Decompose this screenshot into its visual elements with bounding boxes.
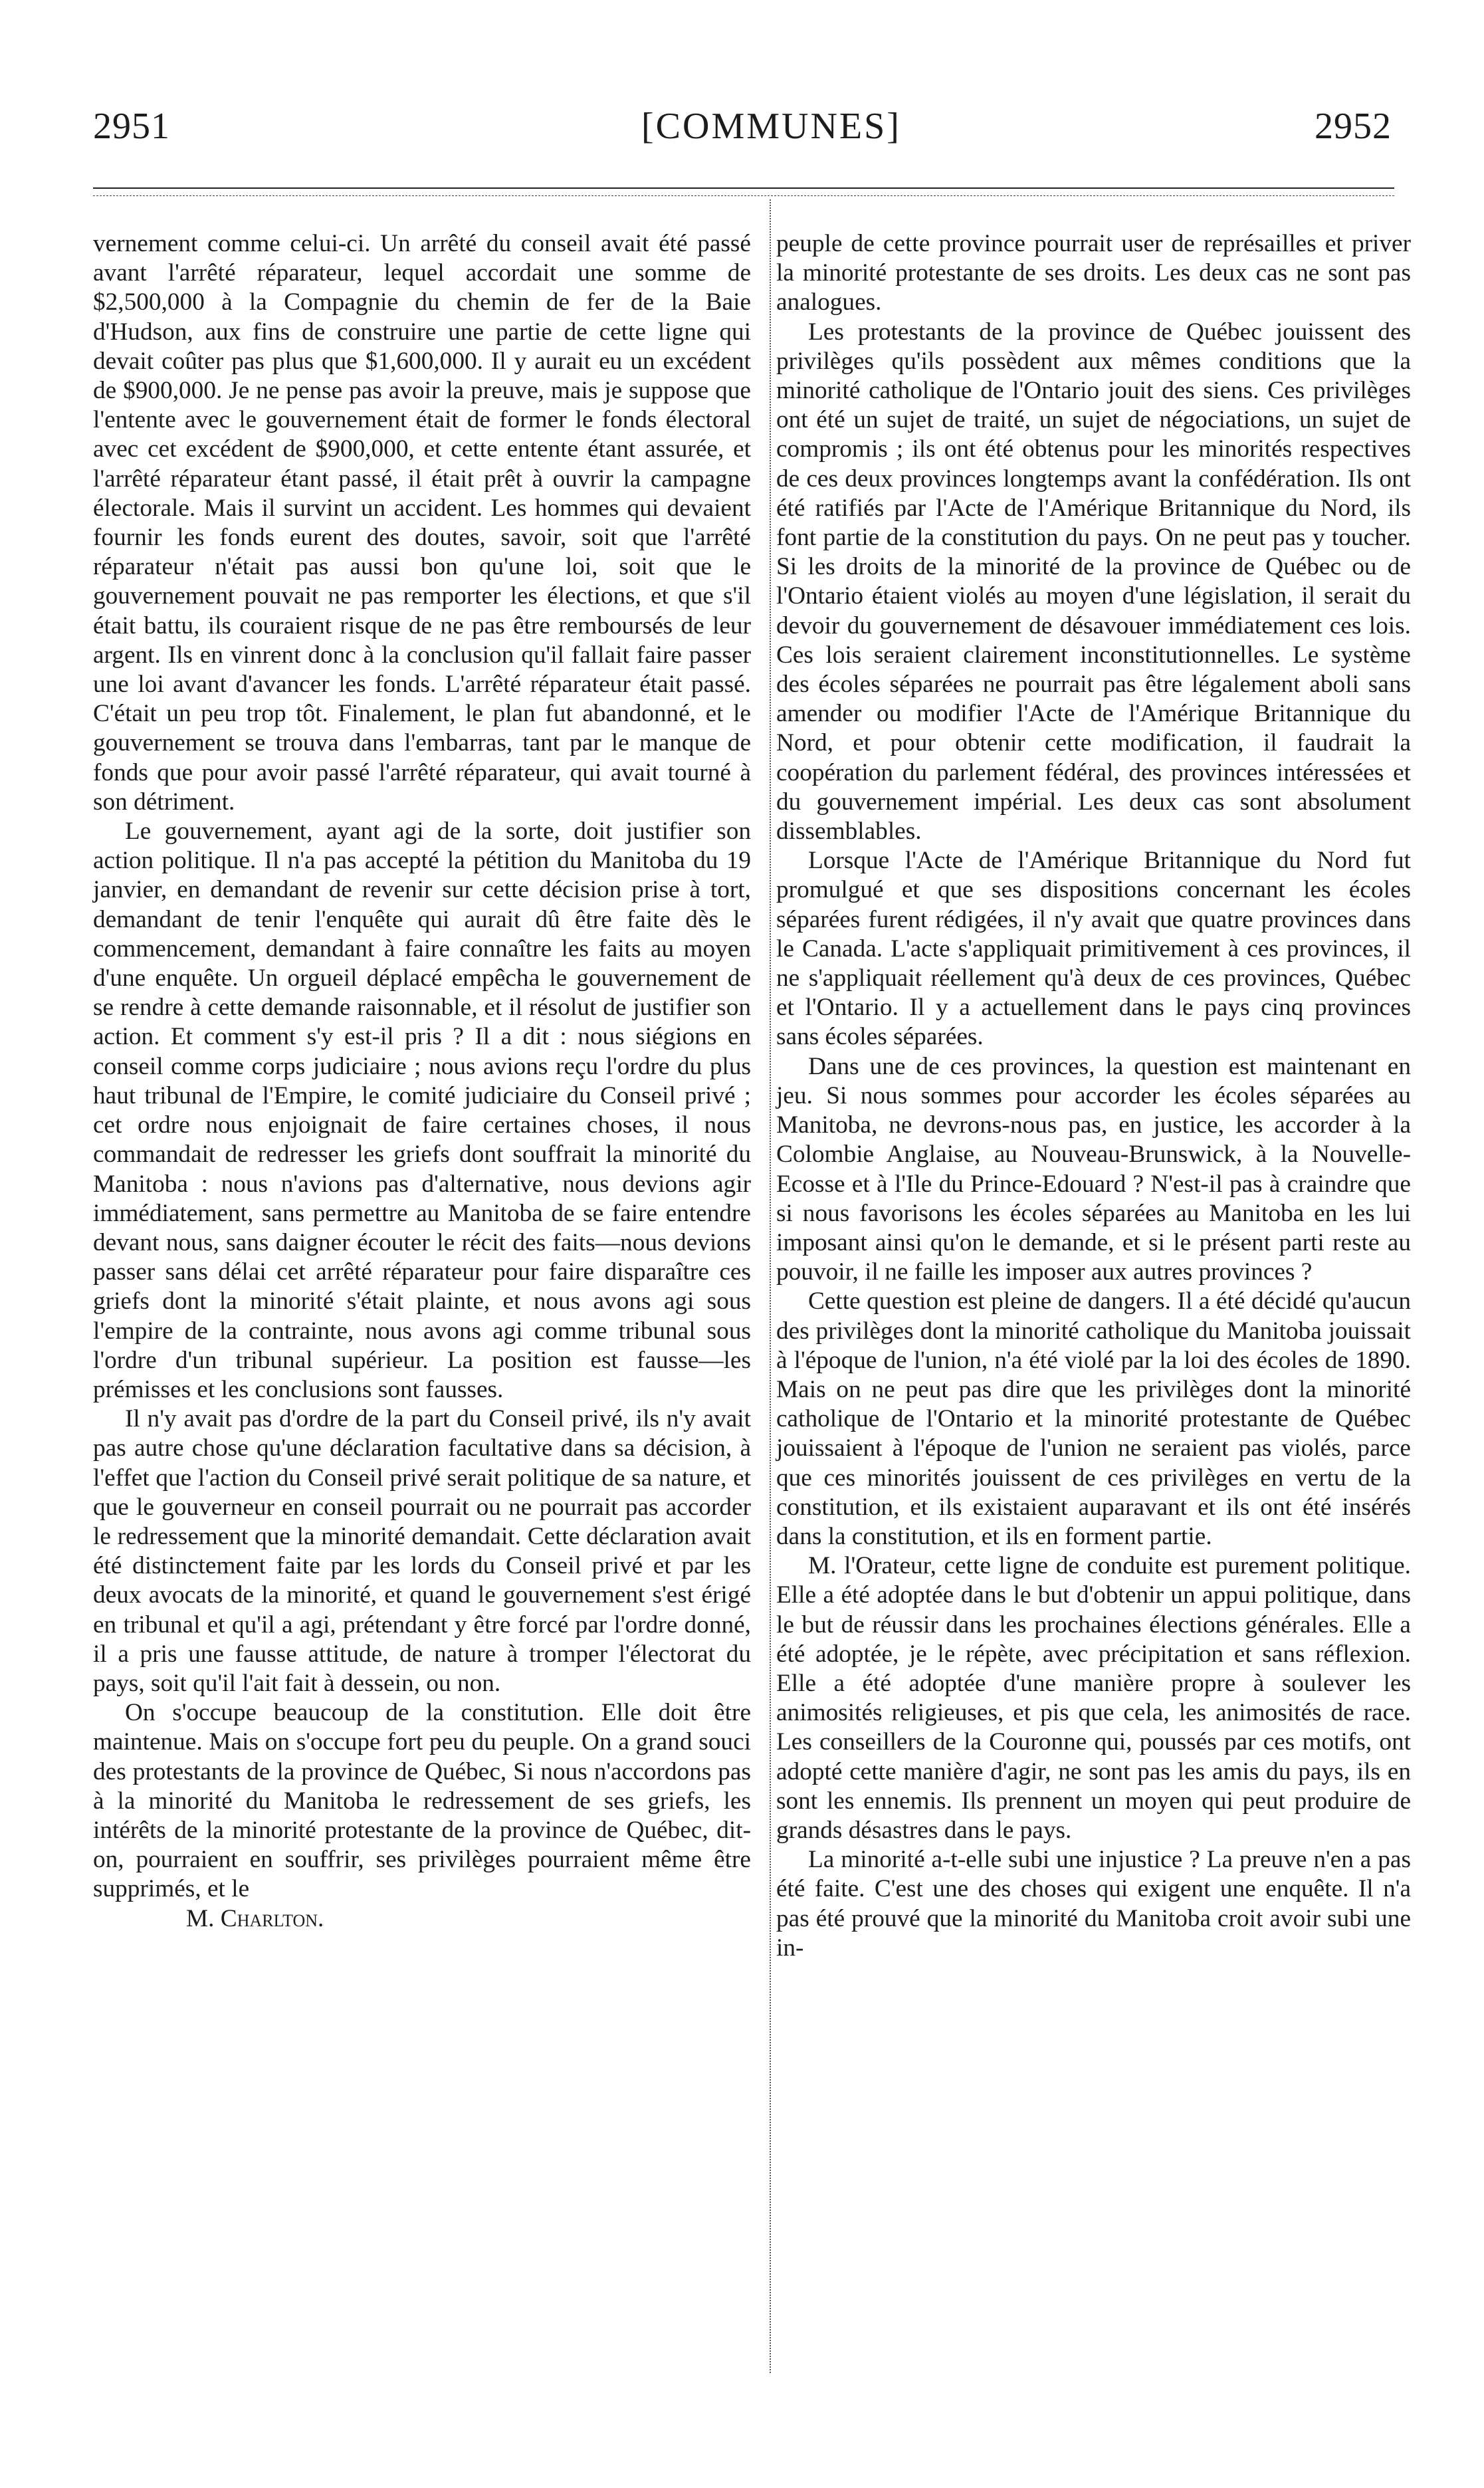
page-number-left: 2951 (93, 106, 170, 147)
right-paragraph-3: Lorsque l'Acte de l'Amérique Britannique du Nord fut promulgué et que ses dispositions concernant les écoles séparées furent rédigées, il n'y avait que quatre provinces dans le Canada. L'acte s'appliquait primitivement à ces provinces, il ne s'appliquait réellement qu'à deux de ces provinces, Québec et l'Ontario. Il y a actuellement dans le pays cinq provinces sans écoles séparées. (776, 847, 1411, 1051)
right-paragraph-4: Dans une de ces provinces, la question est maintenant en jeu. Si nous sommes pour accorder les écoles séparées au Manitoba, ne devrons-nous pas, en justice, les accorder à la Colombie Anglaise, au Nouveau-Brunswick, à la Nouvelle-Ecosse et à l'Ile du Prince-Edouard ? N'est-il pas à craindre que si nous favorisons les écoles séparées au Manitoba en les lui imposant ainsi qu'on le demande, et si le présent parti reste au pouvoir, il ne faille les imposer aux autres provinces ? (776, 1052, 1411, 1286)
left-column (93, 229, 751, 1934)
right-paragraph-1: peuple de cette province pourrait user de représailles et priver la minorité protestante de ses droits. Les deux cas ne sont pas analogues. (776, 230, 1411, 316)
page-number-right: 2952 (1315, 106, 1392, 147)
right-paragraph-2: Les protestants de la province de Québec jouissent des privilèges qu'ils possèdent aux mêmes conditions que la minorité catholique de l'Ontario jouit des siens. Ces privilèges ont été un sujet de traité, un sujet de négociations, un sujet de compromis ; ils ont été obtenus pour les minorités respectives de ces deux provinces longtemps avant la confédération. Ils ont été ratifiés par l'Acte de l'Amérique Britannique du Nord, ils font partie de la constitution du pays. On ne peut pas y toucher. Si les droits de la minorité de la province de Québec ou de l'Ontario étaient violés au moyen d'une législation, il serait du devoir du gouvernement de désavouer immédiatement ces lois. Ces lois seraient clairement inconstitutionnelles. Le système des écoles séparées ne pourrait pas être légalement aboli sans amender ou modifier l'Acte de l'Amérique Britannique du Nord, et pour obtenir cette modification, il faudrait la coopération du parlement fédéral, des provinces intéressées et du gouvernement impérial. Les deux cas sont absolument dissemblables. (776, 318, 1411, 846)
left-paragraph-3: Il n'y avait pas d'ordre de la part du Conseil privé, ils n'y avait pas autre chose qu'une déclaration facultative dans sa décision, à l'effet que l'action du Conseil privé serait politique de sa nature, et que le gouverneur en conseil pourrait ou ne pourrait pas accorder le redressement que la minorité demandait. Cette déclaration avait été distinctement faite par les lords du Conseil privé et par les deux avocats de la minorité, et quand le gouvernement s'est érigé en tribunal et qu'il a agi, prétendant y être forcé par l'ordre donné, il a pris une fausse attitude, de nature à tromper l'électorat du pays, soit qu'il l'ait fait à dessein, ou non. (93, 1405, 751, 1697)
header-rule (93, 187, 1394, 189)
left-paragraph-1: vernement comme celui-ci. Un arrêté du conseil avait été passé avant l'arrêté réparateur, lequel accordait une somme de $2,500,000 à la Compagnie du chemin de fer de la Baie d'Hudson, aux fins de construire une partie de cette ligne qui devait coûter pas plus que $1,600,000. Il y aurait eu un excédent de $900,000. Je ne pense pas avoir la preuve, mais je suppose que l'entente avec le gouvernement était de former le fonds électoral avec cet excédent de $900,000, et cette entente étant assurée, et l'arrêté réparateur étant passé, il était prêt à ouvrir la campagne électorale. Mais il survint un accident. Les hommes qui devaient fournir les fonds eurent des doutes, savoir, soit que l'arrêté réparateur n'était pas aussi bon qu'une loi, soit que le gouvernement pouvait ne pas remporter les élections, et que s'il était battu, ils couraient risque de ne pas être remboursés de leur argent. Ils en vinrent donc à la conclusion qu'il fallait faire passer une loi avant d'avancer les fonds. L'arrêté réparateur était passé. C'était un peu trop tôt. Finalement, le plan fut abandonné, et le gouvernement se trouva dans l'embarras, tant par le manque de fonds que pour avoir passé l'arrêté réparateur, qui avait tourné à son détriment. (93, 230, 751, 816)
right-paragraph-5: Cette question est pleine de dangers. Il a été décidé qu'aucun des privilèges dont la minorité catholique du Manitoba jouissait à l'époque de l'union, n'a été violé par la loi des écoles de 1890. Mais on ne peut pas dire que les privilèges dont la minorité catholique de l'Ontario et la minorité protestante de Québec jouissaient à l'époque de l'union ne seraient pas violés, parce que ces minorités jouissent de ces privilèges en vertu de la constitution, et ils existaient auparavant et ils ont été insérés dans la constitution, et ils en forment partie. (776, 1288, 1411, 1550)
header-rule-secondary (93, 195, 1394, 196)
left-paragraph-4: On s'occupe beaucoup de la constitution. Elle doit être maintenue. Mais on s'occupe fort peu du peuple. On a grand souci des protestants de la province de Québec, Si nous n'accordons pas à la minorité du Manitoba le redressement de ses griefs, les intérêts de la minorité protestante de la province de Québec, dit-on, pourraient en souffrir, ses privilèges pourraient même être supprimés, et le (93, 1699, 751, 1903)
right-paragraph-6: M. l'Orateur, cette ligne de conduite est purement politique. Elle a été adoptée dans le but d'obtenir un appui politique, dans le but de réussir dans les prochaines élections générales. Elle a été adoptée, je le répète, avec précipitation et sans réflexion. Elle a été adoptée d'une manière propre à soulever les animosités religieuses, et pis que cela, les animosités de race. Les conseillers de la Couronne qui, poussés par ces motifs, ont adopté cette manière d'agir, ne sont pas les amis du pays, ils en sont les ennemis. Ils prennent un moyen qui peut produire de grands désastres dans le pays. (776, 1552, 1411, 1844)
column-divider (770, 199, 771, 2373)
right-paragraph-7: La minorité a-t-elle subi une injustice ? La preuve n'en a pas été faite. C'est une des choses qui exigent une enquête. Il n'a pas été prouvé que la minorité du Manitoba croit avoir subi une in- (776, 1846, 1411, 1962)
left-paragraph-2: Le gouvernement, ayant agi de la sorte, doit justifier son action politique. Il n'a pas accepté la pétition du Manitoba du 19 janvier, en demandant de revenir sur cette décision prise à tort, demandant de tenir l'enquête qui aurait dû être faite dès le commencement, demandant à faire connaître les faits au moyen d'une enquête. Un orgueil déplacé empêcha le gouvernement de se rendre à cette demande raisonnable, et il résolut de justifier son action. Et comment s'y est-il pris ? Il a dit : nous siégions en conseil comme corps judiciaire ; nous avions reçu l'ordre du plus haut tribunal de l'Empire, le comité judiciaire du Conseil privé ; cet ordre nous enjoignait de faire certaines choses, il nous commandait de redresser les griefs dont souffrait la minorité du Manitoba : nous n'avions pas d'alternative, nous devions agir immédiatement, sans permettre au Manitoba de se faire entendre devant nous, sans daigner écouter le récit des faits—nous devions passer sans délai cet arrêté réparateur pour faire disparaître ces griefs dont la minorité s'était plainte, et nous avons agi sous l'empire de la contrainte, nous avons agi comme tribunal sous l'ordre d'un tribunal supérieur. La position est fausse—les prémisses et les conclusions sont fausses. (93, 818, 751, 1403)
right-column (776, 229, 1411, 1963)
speaker-signature: M. Charlton. (186, 1904, 324, 1932)
page-header-title: [COMMUNES] (641, 106, 901, 147)
